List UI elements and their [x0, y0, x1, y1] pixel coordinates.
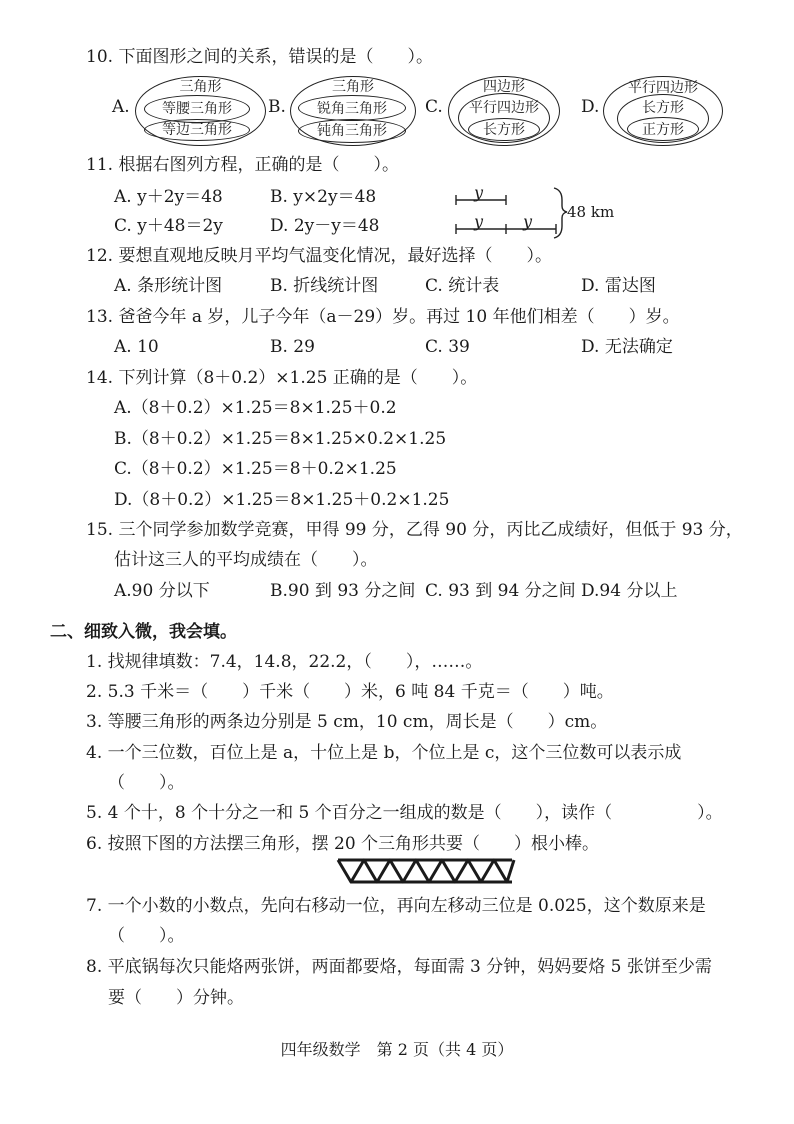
q11-option-b: B. y×2y＝48: [270, 187, 377, 207]
q11-stem: 11. 根据右图列方程，正确的是（ ）。: [86, 155, 399, 175]
q14-option-d: D.（8＋0.2）×1.25＝8×1.25＋0.2×1.25: [114, 490, 450, 510]
q10-b-inner-label: 钝角三角形: [317, 123, 387, 139]
fill-item-4-line2: （ ）。: [108, 773, 185, 793]
q10-d-middle-label: 长方形: [642, 100, 684, 116]
q11-diagram-top-label: y: [474, 183, 484, 202]
section-2-heading: 二、细致入微，我会填。: [50, 622, 237, 642]
q13-option-d: D. 无法确定: [581, 337, 673, 357]
q10-option-b-letter: B.: [268, 97, 286, 117]
q12-stem: 12. 要想直观地反映月平均气温变化情况，最好选择（ ）。: [86, 246, 552, 266]
q13-stem: 13. 爸爸今年 a 岁，儿子今年（a－29）岁。再过 10 年他们相差（ ）岁。: [86, 307, 680, 327]
fill-item-3: 3. 等腰三角形的两条边分别是 5 cm，10 cm，周长是（ ）cm。: [86, 712, 608, 732]
fill-item-4-line1: 4. 一个三位数，百位上是 a，十位上是 b，个位上是 c，这个三位数可以表示成: [86, 743, 682, 763]
q14-stem: 14. 下列计算（8＋0.2）×1.25 正确的是（ ）。: [86, 368, 478, 388]
q11-diagram-bottom-label-2: y: [523, 212, 533, 231]
q10-option-a-letter: A.: [112, 97, 130, 117]
q12-option-d: D. 雷达图: [581, 276, 656, 296]
q10-option-d-letter: D.: [581, 97, 600, 117]
q15-option-b: B.90 到 93 分之间: [270, 581, 416, 601]
q15-option-d: D.94 分以上: [581, 581, 678, 601]
q12-option-c: C. 统计表: [425, 276, 500, 296]
q11-diagram-bottom-label-1: y: [474, 212, 484, 231]
q15-stem-line2: 估计这三人的平均成绩在（ ）。: [114, 550, 378, 570]
q13-option-b: B. 29: [270, 337, 315, 357]
fill-item-2: 2. 5.3 千米＝（ ）千米（ ）米，6 吨 84 千克＝（ ）吨。: [86, 682, 614, 702]
q11-diagram-total-label: 48 km: [567, 203, 615, 221]
q10-option-c-letter: C.: [425, 97, 443, 117]
q14-option-a: A.（8＋0.2）×1.25＝8×1.25＋0.2: [114, 398, 397, 418]
q15-option-c: C. 93 到 94 分之间: [425, 581, 576, 601]
q13-option-a: A. 10: [114, 337, 159, 357]
q13-option-c: C. 39: [425, 337, 470, 357]
q10-b-middle-label: 锐角三角形: [317, 101, 387, 117]
q15-stem-line1: 15. 三个同学参加数学竞赛，甲得 99 分，乙得 90 分，丙比乙成绩好，但低于 93 分，: [86, 520, 743, 540]
fill-item-5: 5. 4 个十，8 个十分之一和 5 个百分之一组成的数是（ ），读作（ ）。: [86, 803, 723, 823]
fill-item-8-line2: 要（ ）分钟。: [108, 988, 244, 1008]
q14-option-c: C.（8＋0.2）×1.25＝8＋0.2×1.25: [114, 459, 397, 479]
q12-option-a: A. 条形统计图: [114, 276, 223, 296]
q10-c-outer-label: 四边形: [483, 79, 525, 95]
q15-option-a: A.90 分以下: [114, 581, 210, 601]
page-footer: 四年级数学 第 2 页（共 4 页）: [280, 1040, 514, 1059]
fill-item-7-line1: 7. 一个小数的小数点，先向右移动一位，再向左移动三位是 0.025，这个数原来是: [86, 896, 706, 916]
fill-item-6: 6. 按照下图的方法摆三角形，摆 20 个三角形共要（ ）根小棒。: [86, 834, 600, 854]
fill-item-8-line1: 8. 平底锅每次只能烙两张饼，两面都要烙，每面需 3 分钟，妈妈要烙 5 张饼至少需: [86, 957, 712, 977]
q11-option-c: C. y＋48＝2y: [114, 216, 223, 236]
q11-option-d: D. 2y－y＝48: [270, 216, 380, 236]
q10-stem: 10. 下面图形之间的关系，错误的是（ ）。: [86, 47, 433, 67]
q10-c-inner-label: 长方形: [483, 122, 525, 138]
q10-d-outer-label: 平行四边形: [628, 80, 698, 96]
q11-option-a: A. y＋2y＝48: [114, 187, 223, 207]
q10-b-outer-label: 三角形: [332, 79, 374, 95]
q10-d-inner-label: 正方形: [642, 122, 684, 138]
q12-option-b: B. 折线统计图: [270, 276, 379, 296]
q10-a-inner-label: 等边三角形: [162, 122, 232, 138]
q10-a-outer-label: 三角形: [179, 79, 222, 95]
fill-item-1: 1. 找规律填数：7.4，14.8，22.2，（ ），……。: [86, 652, 483, 672]
q10-c-middle-label: 平行四边形: [469, 100, 539, 116]
stick-triangles-figure: [334, 856, 524, 886]
fill-item-7-line2: （ ）。: [108, 926, 185, 946]
q10-a-middle-label: 等腰三角形: [162, 101, 232, 117]
q14-option-b: B.（8＋0.2）×1.25＝8×1.25×0.2×1.25: [114, 429, 447, 449]
